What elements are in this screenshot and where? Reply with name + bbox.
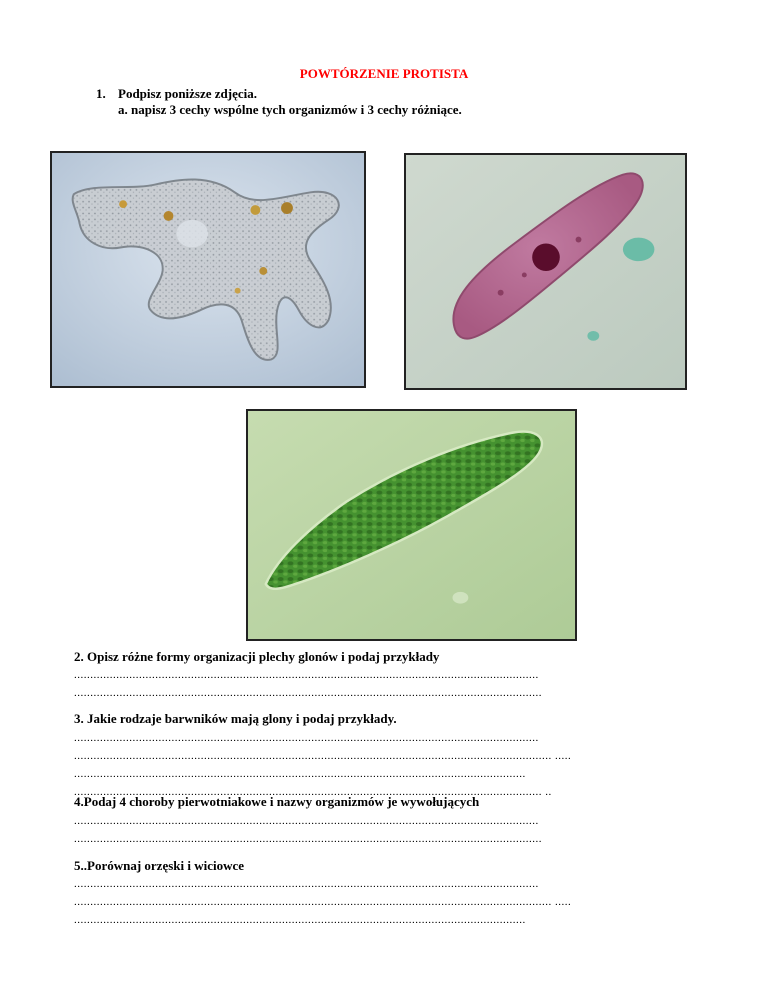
answer-line-5-3: ........................................................................................................................................... [74, 914, 526, 926]
answer-line-3-4: ................................................................................................................................................ .. [74, 786, 552, 798]
answer-line-3-2: ................................................................................................................................................... ..... [74, 750, 572, 762]
answer-line-2-2: ................................................................................................................................................ [74, 687, 542, 699]
answer-line-4-2: ................................................................................................................................................ [74, 833, 542, 845]
page-title: POWTÓRZENIE PROTISTA [299, 66, 469, 81]
euglena-image [248, 411, 575, 639]
question-2: 2. Opisz różne formy organizacji plechy glonów i podaj przykłady [74, 649, 440, 664]
answer-line-5-1: ............................................................................................................................................... [74, 878, 539, 890]
question-4: 4.Podaj 4 choroby pierwotniakowe i nazwy organizmów je wywołujących [74, 794, 480, 809]
amoeba-image [52, 153, 364, 386]
question-3: 3. Jakie rodzaje barwników mają glony i podaj przykłady. [74, 711, 397, 726]
amoeba-photo [50, 151, 366, 388]
paramecium-image [406, 155, 685, 388]
task-1-number: 1. [96, 86, 106, 101]
task-1-text: Podpisz poniższe zdjęcia. [118, 86, 258, 101]
euglena-photo [246, 409, 577, 641]
answer-line-3-1: ............................................................................................................................................... [74, 732, 539, 744]
task-1-sub: a. napisz 3 cechy wspólne tych organizmów i 3 cechy różniące. [118, 102, 462, 117]
answer-line-5-2: ................................................................................................................................................... ..... [74, 896, 572, 908]
answer-line-2-1: ............................................................................................................................................... [74, 669, 539, 681]
task-1-heading [96, 86, 257, 102]
paramecium-photo [404, 153, 687, 390]
answer-line-3-3: ........................................................................................................................................... [74, 768, 526, 780]
answer-line-4-1: ............................................................................................................................................... [74, 815, 539, 827]
question-5: 5..Porównaj orzęski i wiciowce [74, 858, 245, 873]
